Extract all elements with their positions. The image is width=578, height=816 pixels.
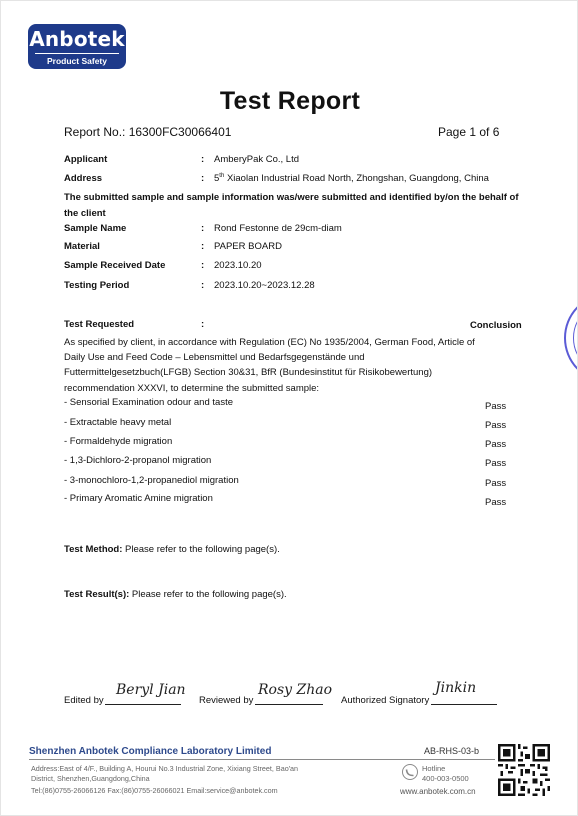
test-method-value: Please refer to the following page(s). <box>122 544 280 555</box>
report-number: Report No.: 16300FC30066401 <box>64 125 232 139</box>
hotline-label: Hotline <box>422 764 446 773</box>
address-label: Address <box>64 173 103 184</box>
test-result: Pass <box>485 497 507 508</box>
signature-line <box>255 704 323 705</box>
testing-period-value: 2023.10.20~2023.12.28 <box>214 280 315 291</box>
reviewed-by-signature: Rosy Zhao <box>258 682 333 698</box>
colon: : <box>201 154 205 165</box>
sample-name-label: Sample Name <box>64 223 127 234</box>
address-superscript: th <box>219 173 225 179</box>
authorized-signature: Jinkin <box>435 680 477 696</box>
test-item: - Extractable heavy metal <box>64 417 172 428</box>
applicant-value: AmberyPak Co., Ltd <box>214 154 300 165</box>
signature-line <box>105 704 181 705</box>
test-result: Pass <box>485 439 507 450</box>
edited-by-label: Edited by <box>64 695 104 706</box>
test-result: Pass <box>485 458 507 469</box>
logo-name: Anbotek <box>29 27 125 51</box>
company-logo <box>28 24 126 69</box>
colon: : <box>201 173 205 184</box>
lab-address-line2: District, Shenzhen,Guangdong,China <box>31 774 150 783</box>
received-date-label: Sample Received Date <box>64 260 166 271</box>
qr-code-icon <box>498 744 550 796</box>
received-date-value: 2023.10.20 <box>214 260 262 271</box>
lab-contact: Tel:(86)0755-26066126 Fax:(86)0755-26066021 Email:service@anbotek.com <box>31 786 278 795</box>
reviewed-by-label: Reviewed by <box>199 695 254 706</box>
stamp-inner-ring <box>573 302 578 374</box>
address-number: 5 <box>214 173 220 184</box>
test-specification: As specified by client, in accordance with Regulation (EC) No 1935/2004, German Food, Article of Daily Use and Feed Code – Lebensmittel und Bedarfsgegenstände und Futtermittelgesetzbuch(LFGB) Section 30&31, BfR (Bundesinstitut für Risikobewertung) recommendation XXXVI, to determine the submitted sample: <box>64 337 475 394</box>
material-value: PAPER BOARD <box>214 241 282 252</box>
test-results <box>64 589 287 600</box>
testing-period-label: Testing Period <box>64 280 130 291</box>
test-item: - 1,3-Dichloro-2-propanol migration <box>64 455 212 466</box>
test-method-label: Test Method: <box>64 544 123 555</box>
hotline-number: 400-003-0500 <box>422 774 469 783</box>
test-method <box>64 544 280 555</box>
company-seal-stamp <box>564 293 578 383</box>
edited-by-signature: Beryl Jian <box>116 682 186 698</box>
sample-name-value: Rond Festonne de 29cm-diam <box>214 223 342 234</box>
test-result: Pass <box>485 478 507 489</box>
submission-note: The submitted sample and sample information was/were submitted and identified by/on the behalf of the client <box>64 192 519 219</box>
address-street: Xiaolan Industrial Road North, Zhongshan, Guangdong, China <box>224 173 489 184</box>
test-item: - 3-monochloro-1,2-propanediol migration <box>64 475 239 486</box>
logo-tagline: Product Safety <box>35 53 119 67</box>
colon: : <box>201 260 205 271</box>
test-item: - Primary Aromatic Amine migration <box>64 493 213 504</box>
applicant-label: Applicant <box>64 154 108 165</box>
signature-line <box>431 704 497 705</box>
colon: : <box>201 223 205 234</box>
test-requested-label: Test Requested <box>64 319 135 330</box>
test-result: Pass <box>485 420 507 431</box>
material-label: Material <box>64 241 100 252</box>
colon: : <box>201 241 205 252</box>
website: www.anbotek.com.cn <box>400 787 476 796</box>
test-item: - Formaldehyde migration <box>64 436 173 447</box>
authorized-signatory-label: Authorized Signatory <box>341 695 430 706</box>
page-title: Test Report <box>219 87 361 115</box>
test-item: - Sensorial Examination odour and taste <box>64 397 233 408</box>
lab-address: Address:East of 4/F., Building A, Hourui No.3 Industrial Zone, Xixiang Street, Bao'an <box>31 764 299 773</box>
colon: : <box>201 280 205 291</box>
form-number: AB-RHS-03-b <box>424 746 480 756</box>
colon: : <box>201 319 205 330</box>
page-number: Page 1 of 6 <box>438 125 500 139</box>
test-result-label: Test Result(s): <box>64 589 130 600</box>
address-value <box>214 173 489 184</box>
test-result-value: Please refer to the following page(s). <box>129 589 287 600</box>
lab-name: Shenzhen Anbotek Compliance Laboratory Limited <box>29 746 272 757</box>
test-result: Pass <box>485 401 507 412</box>
phone-icon <box>401 763 419 781</box>
conclusion-label: Conclusion <box>470 320 522 331</box>
footer-divider <box>29 759 495 760</box>
